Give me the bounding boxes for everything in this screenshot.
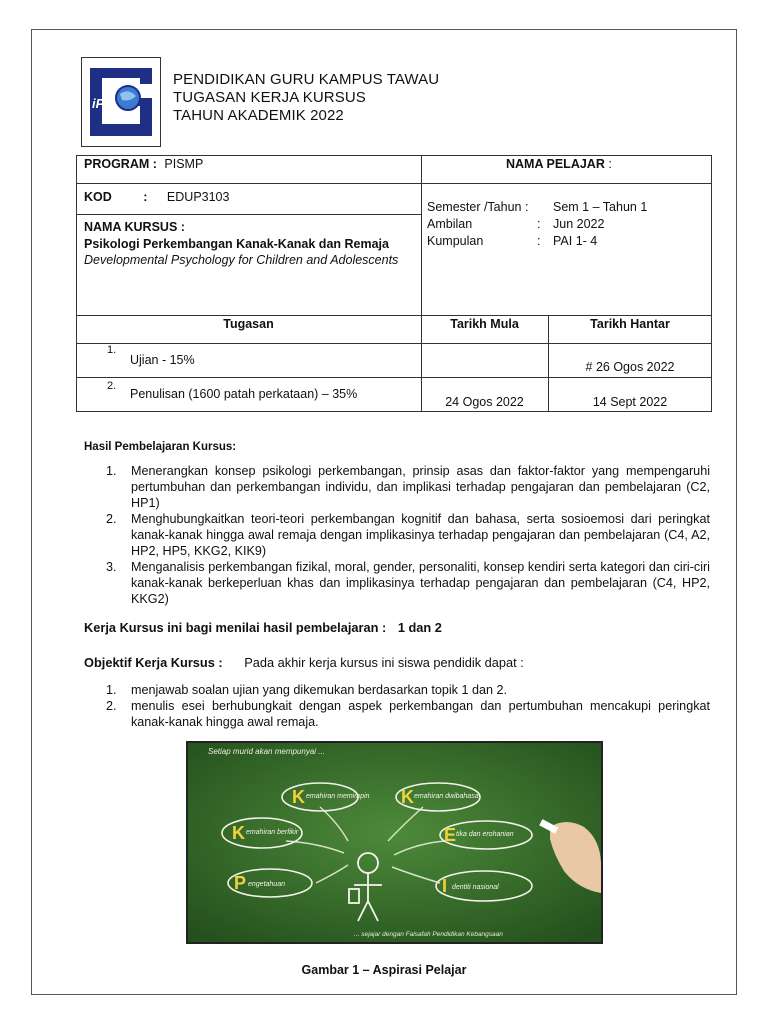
menilai-value: 1 dan 2 (397, 620, 442, 635)
objektif-label: Objektif Kerja Kursus : (84, 655, 223, 670)
objektif-item: 2. menulis esei berhubungkait dengan aspek perkembangan dan pertumbuhan mencakupi peringkat kanak-kanak hingga awal remaja. (106, 699, 710, 729)
program-value: PISMP (164, 157, 204, 171)
header-tarikh-hantar: Tarikh Hantar (590, 317, 670, 331)
ipg-logo (81, 57, 161, 147)
bubble-text-berfikir: emahiran berfikir (246, 829, 299, 836)
menilai-label: Kerja Kursus ini bagi menilai hasil pembelajaran : (84, 620, 387, 635)
header-tugasan: Tugasan (223, 317, 274, 331)
aspirasi-pelajar-image (186, 741, 603, 944)
task-2-num: 2. (107, 380, 117, 392)
task-2-hantar: 14 Sept 2022 (592, 395, 668, 409)
objektif-list (106, 682, 710, 730)
bubble-letter-k2: K (401, 787, 414, 807)
objektif-intro: Pada akhir kerja kursus ini siswa pendidik dapat : (244, 655, 524, 670)
bubble-text-dwibahasa: emahiran dwibahasa (414, 793, 479, 800)
bubble-text-pengetahuan: engetahuan (248, 881, 285, 888)
task-1-hantar: # 26 Ogos 2022 (585, 360, 675, 374)
nama-pelajar-colon: : (604, 157, 612, 171)
semester-label: Semester /Tahun : (427, 200, 529, 214)
task-1-num: 1. (107, 344, 117, 356)
figure-caption: Gambar 1 – Aspirasi Pelajar (301, 963, 467, 977)
semester-block (427, 199, 707, 250)
bubble-text-etika: tika dan erohanian (456, 831, 514, 838)
kumpulan-value: PAI 1- 4 (553, 234, 598, 248)
task-1-name: Ujian - 15% (130, 353, 195, 367)
semester-value: Sem 1 – Tahun 1 (553, 200, 648, 214)
kumpulan-label: Kumpulan (427, 234, 484, 248)
bubble-letter-k1: K (292, 787, 305, 807)
kumpulan-colon: : (537, 234, 541, 248)
program-row (84, 157, 203, 171)
task-2-name: Penulisan (1600 patah perkataan) – 35% (130, 387, 358, 401)
hasil-item: 3. Menganalisis perkembangan fizikal, moral, gender, personaliti, konsep kendiri serta kategori dan ciri-ciri kanak-kanak berkeperluan khas dan implikasinya terhadap pengajaran dan pembelajaran (C4, HP2, KKG2) (106, 560, 710, 606)
figure-bottom-text: ... sejajar dengan Falsafah Pendidikan Kebangsaan (354, 931, 503, 938)
nama-pelajar-label: NAMA PELAJAR (506, 157, 605, 171)
bubble-letter-k3: K (232, 823, 245, 843)
ambilan-colon: : (537, 217, 541, 231)
kod-label: KOD (84, 190, 112, 204)
header-tarikh-mula: Tarikh Mula (450, 317, 519, 331)
bubble-letter-e: E (444, 825, 457, 845)
bubble-letter-p: P (234, 873, 247, 893)
kod-colon: : (143, 190, 148, 204)
nama-kursus-block (84, 219, 414, 269)
objektif-line (84, 655, 524, 670)
kursus-name-en: Developmental Psychology for Children and Adolescents (84, 253, 399, 267)
kod-value: EDUP3103 (166, 190, 230, 204)
logo-text: iPG (92, 96, 115, 111)
nama-kursus-label: NAMA KURSUS : (84, 220, 185, 234)
ambilan-label: Ambilan (427, 217, 473, 231)
kod-row (84, 190, 229, 204)
hasil-title: Hasil Pembelajaran Kursus: (84, 441, 237, 453)
figure-top-text: Setiap murid akan mempunyai ... (208, 747, 325, 756)
title-line-2: TUGASAN KERJA KURSUS (173, 89, 366, 106)
kursus-name-bm: Psikologi Perkembangan Kanak-Kanak dan Remaja (84, 236, 389, 251)
bubble-letter-i: I (442, 876, 448, 896)
title-line-3: TAHUN AKADEMIK 2022 (173, 107, 344, 124)
title-line-1: PENDIDIKAN GURU KAMPUS TAWAU (173, 71, 440, 88)
task-2-mula: 24 Ogos 2022 (445, 395, 524, 409)
bubble-text-memimpin: emahiran memimpin (306, 793, 370, 800)
ambilan-value: Jun 2022 (553, 217, 605, 231)
hasil-item: 2. Menghubungkaitkan teori-teori perkembangan kognitif dan bahasa, serta sosioemosi dari peringkat kanak-kanak hingga awal remaja dengan implikasinya terhadap pengajaran dan pembelajaran (C4, A2, HP2, HP5, KKG2, KIK9) (106, 512, 710, 558)
objektif-item: 1. menjawab soalan ujian yang dikemukan berdasarkan topik 1 dan 2. (106, 683, 507, 697)
bubble-text-identiti: dentiti nasional (452, 884, 499, 891)
nama-pelajar-row (506, 157, 612, 171)
program-label: PROGRAM : (84, 157, 157, 171)
document-title (173, 71, 439, 125)
hasil-item: 1. Menerangkan konsep psikologi perkembangan, prinsip asas dan faktor-faktor yang mempengaruhi pertumbuhan dan perkembangan individu, dan implikasi terhadap pengajaran dan pembelajaran (C2, HP1) (106, 464, 710, 510)
course-info-table (76, 155, 712, 412)
hasil-list (106, 463, 710, 607)
menilai-line (84, 620, 442, 635)
